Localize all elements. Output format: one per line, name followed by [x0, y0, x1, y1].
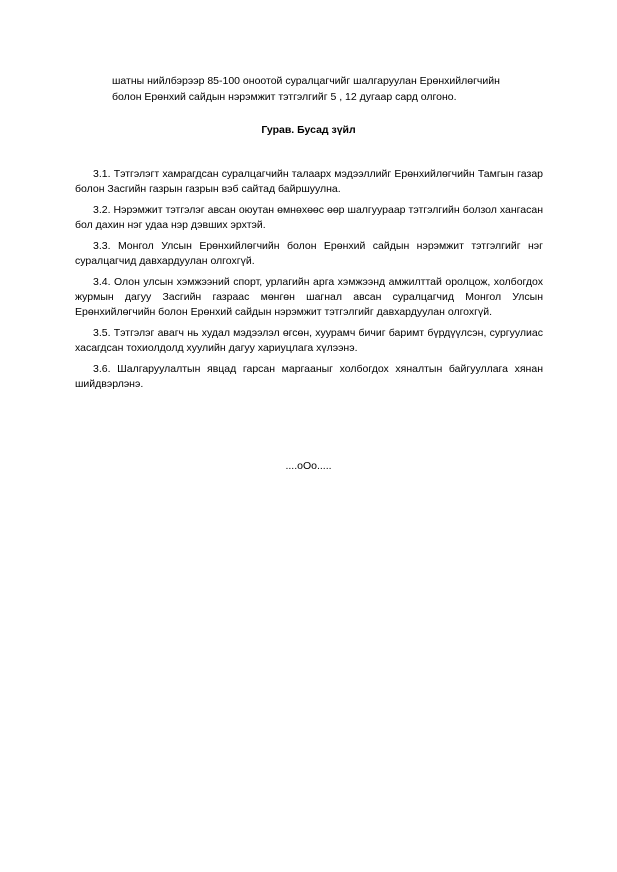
clause-3-3: 3.3. Монгол Улсын Ерөнхийлөгчийн болон Ерөнхий сайдын нэрэмжит тэтгэлгийг нэг суралцагчид давхардуулан олгохгүй.	[75, 240, 543, 267]
intro-line-2: болон Ерөнхий сайдын нэрэмжит тэтгэлгийг 5 , 12 дугаар сард олгоно.	[112, 91, 457, 103]
clause-3-4: 3.4. Олон улсын хэмжээний спорт, урлагийн арга хэмжээнд амжилттай оролцож, холбогдох журмын дагуу Засгийн газраас мөнгөн шагнал авсан суралцагчид Монгол Улсын Ерөнхийлөгчийн болон Ерөнхий сайдын нэрэмжит тэтгэлгийг давхардуулан олгохгүй.	[75, 276, 543, 318]
clause-3-2: 3.2. Нэрэмжит тэтгэлэг авсан оюутан өмнөхөөс өөр шалгуураар тэтгэлгийн болзол хангасан бол дахин нэг удаа нэр дэвших эрхтэй.	[75, 204, 543, 231]
clause-3-6: 3.6. Шалгаруулалтын явцад гарсан маргааныг холбогдох хяналтын байгууллага хянан шийдвэрлэнэ.	[75, 363, 543, 390]
intro-line-1: шатны нийлбэрээр 85-100 оноотой суралцагчийг шалгаруулан Ерөнхийлөгчийн	[112, 75, 500, 87]
intro-paragraph	[112, 73, 552, 105]
closing-ornament: ....oOo.....	[285, 460, 332, 472]
section-heading: Гурав. Бусад зүйл	[261, 124, 356, 136]
clause-3-5: 3.5. Тэтгэлэг авагч нь худал мэдээлэл өгсөн, хуурамч бичиг баримт бүрдүүлсэн, сургуулиас хасагдсан тохиолдолд хуулийн дагуу хариуцлага хүлээнэ.	[75, 327, 543, 354]
clause-3-1: 3.1. Тэтгэлэгт хамрагдсан суралцагчийн талаарх мэдээллийг Ерөнхийлөгчийн Тамгын газар болон Засгийн газрын газрын вэб сайтад байршуулна.	[75, 168, 543, 195]
section-body	[75, 167, 543, 398]
